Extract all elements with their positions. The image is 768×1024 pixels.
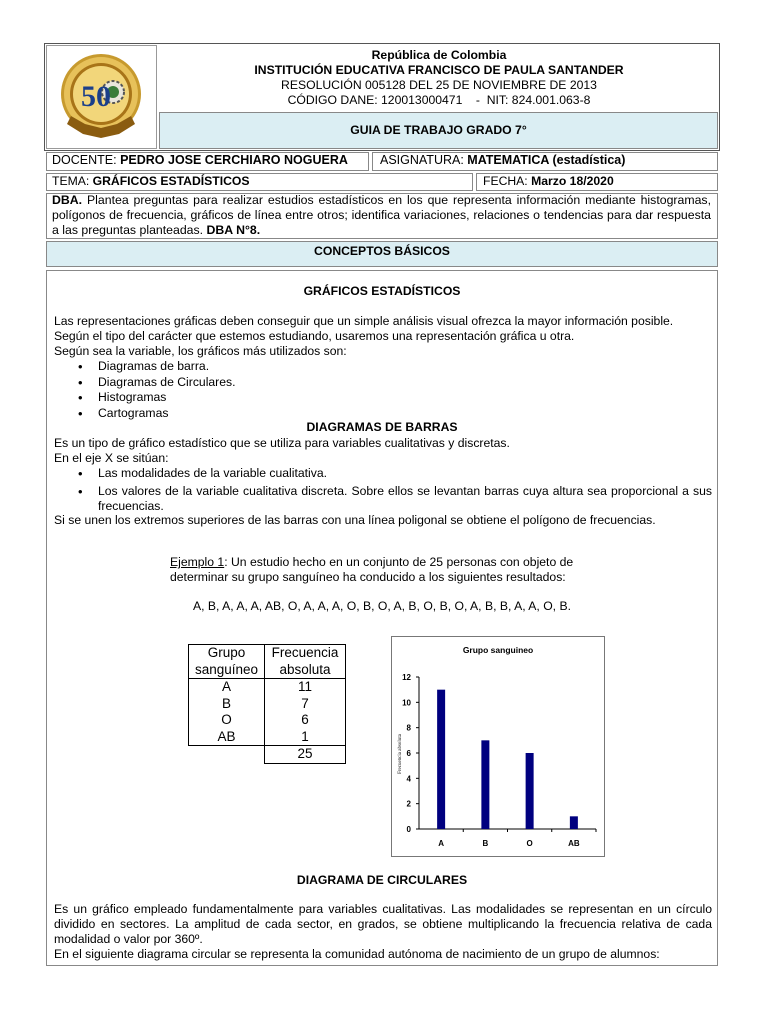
chart-bar-ab <box>570 816 578 829</box>
school-logo <box>55 50 147 142</box>
chart-y-tick-label: 8 <box>406 723 411 733</box>
header-country: República de Colombia <box>371 48 507 62</box>
header-codes: CÓDIGO DANE: 120013000471 - NIT: 824.001.063-8 <box>287 93 591 107</box>
chart-x-tick-label: A <box>438 839 445 848</box>
chart-y-tick-label: 6 <box>406 749 411 758</box>
example-line-2: determinar su grupo sanguíneo ha conducido a los siguientes resultados: <box>170 570 566 584</box>
date-field <box>483 174 614 189</box>
date-value: Marzo 18/2020 <box>531 174 614 188</box>
table-row: B 7 <box>189 696 346 713</box>
date-label: FECHA: <box>483 174 532 188</box>
table-row: O 6 <box>189 712 346 729</box>
bars-section-title: DIAGRAMAS DE BARRAS <box>306 420 458 434</box>
table-total: 25 <box>265 746 346 764</box>
dba-label: DBA. <box>52 193 83 207</box>
blood-sequence: A, B, A, A, A, AB, O, A, A, A, O, B, O, A, B, O, B, O, A, B, B, A, A, O, B. <box>193 599 571 613</box>
teacher-field <box>52 153 348 168</box>
subject-value: MATEMATICA (estadística) <box>467 153 626 167</box>
chart-y-tick-label: 10 <box>402 698 411 708</box>
dba-body: Plantea preguntas para realizar estudios estadísticos en los que representa información mediante histogramas, polígonos de frecuencia, gráficos de línea entre otros; identifica variaciones, relaciones o tendencias para dar respuesta a las preguntas planteadas. <box>52 193 711 237</box>
table-header-group: Grupo sanguíneo <box>189 645 265 679</box>
pie-text-2: En el siguiente diagrama circular se representa la comunidad autónoma de nacimiento de un grupo de alumnos: <box>54 947 660 961</box>
chart-y-axis-label: Frecuencia absoluta <box>398 734 403 774</box>
topic-field <box>52 174 250 189</box>
chart-x-tick-label: AB <box>568 839 580 848</box>
example-text-1: : Un estudio hecho en un conjunto de 25 personas con objeto de <box>224 555 574 569</box>
table-row: A 11 <box>189 679 346 696</box>
list-item: • Histogramas <box>75 390 675 406</box>
dba-text <box>52 193 711 238</box>
pie-section-title: DIAGRAMA DE CIRCULARES <box>296 873 468 887</box>
table-row: AB 1 <box>189 729 346 746</box>
chart-types-list <box>75 359 675 421</box>
chart-bar-o <box>526 753 534 829</box>
bars-intro-1: Es un tipo de gráfico estadístico que se utiliza para variables cualitativas y discretas. <box>54 436 510 450</box>
intro-line-3: Según sea la variable, los gráficos más utilizados son: <box>54 344 347 358</box>
example-line-1 <box>170 555 573 570</box>
chart-y-tick-label: 0 <box>406 825 411 834</box>
chart-bar-a <box>437 690 445 829</box>
table-total-row <box>189 746 346 764</box>
topic-value: GRÁFICOS ESTADÍSTICOS <box>92 174 250 188</box>
chart-y-tick-label: 2 <box>406 799 411 809</box>
chart-x-tick-label: B <box>482 839 489 848</box>
chart-bar-b <box>481 740 489 829</box>
concepts-title: CONCEPTOS BÁSICOS <box>314 244 450 258</box>
table-header-row <box>189 645 346 679</box>
topic-label: TEMA: <box>52 174 93 188</box>
subject-field <box>380 153 625 168</box>
frequency-table <box>188 644 346 764</box>
section-title: GRÁFICOS ESTADÍSTICOS <box>303 284 461 298</box>
logo-number: 50 <box>81 80 111 113</box>
list-item: • Cartogramas <box>75 406 675 422</box>
intro-line-1: Las representaciones gráficas deben conseguir que un simple análisis visual ofrezca la mayor información posible. <box>54 314 674 328</box>
header-institution: INSTITUCIÓN EDUCATIVA FRANCISCO DE PAULA SANTANDER <box>254 63 624 77</box>
teacher-label: DOCENTE: <box>52 153 121 167</box>
polygon-text: Si se unen los extremos superiores de las barras con una línea poligonal se obtiene el polígono de frecuencias. <box>54 513 656 527</box>
chart-title: Grupo sanguineo <box>462 645 534 655</box>
teacher-name: PEDRO JOSE CERCHIARO NOGUERA <box>120 153 348 167</box>
table-header-frequency: Frecuencia absoluta <box>265 645 346 679</box>
intro-line-2: Según el tipo del carácter que estemos estudiando, usaremos una representación gráfica u otra. <box>54 329 575 343</box>
list-item: • Diagramas de barra. <box>75 359 675 375</box>
chart-y-tick-label: 4 <box>406 774 411 784</box>
list-item: • Los valores de la variable cualitativa discreta. Sobre ellos se levantan barras cuya altura sea proporcional a sus frecuencias. <box>75 484 712 515</box>
axis-items-list <box>75 466 712 515</box>
bars-intro-2: En el eje X se sitúan: <box>54 451 169 465</box>
pie-text: Es un gráfico empleado fundamentalmente para variables cualitativas. Las modalidades se representan en un círculo dividido en sectores. La amplitud de cada sector, en grados, se obtiene multiplicando la frecuencia relativa de cada modalidad o valor por 360º. <box>54 902 712 946</box>
dba-number: DBA N°8. <box>206 223 261 237</box>
guide-title: GUIA DE TRABAJO GRADO 7° <box>350 123 527 137</box>
list-item: • Las modalidades de la variable cualitativa. <box>75 466 712 482</box>
list-item: • Diagramas de Circulares. <box>75 375 675 391</box>
chart-x-tick-label: O <box>526 839 533 848</box>
chart-y-tick-label: 12 <box>402 673 411 682</box>
subject-label: ASIGNATURA: <box>380 153 468 167</box>
blood-type-bar-chart <box>391 636 605 857</box>
example-label: Ejemplo 1 <box>170 555 225 569</box>
header-resolution: RESOLUCIÓN 005128 DEL 25 DE NOVIEMBRE DE 2013 <box>281 78 597 92</box>
